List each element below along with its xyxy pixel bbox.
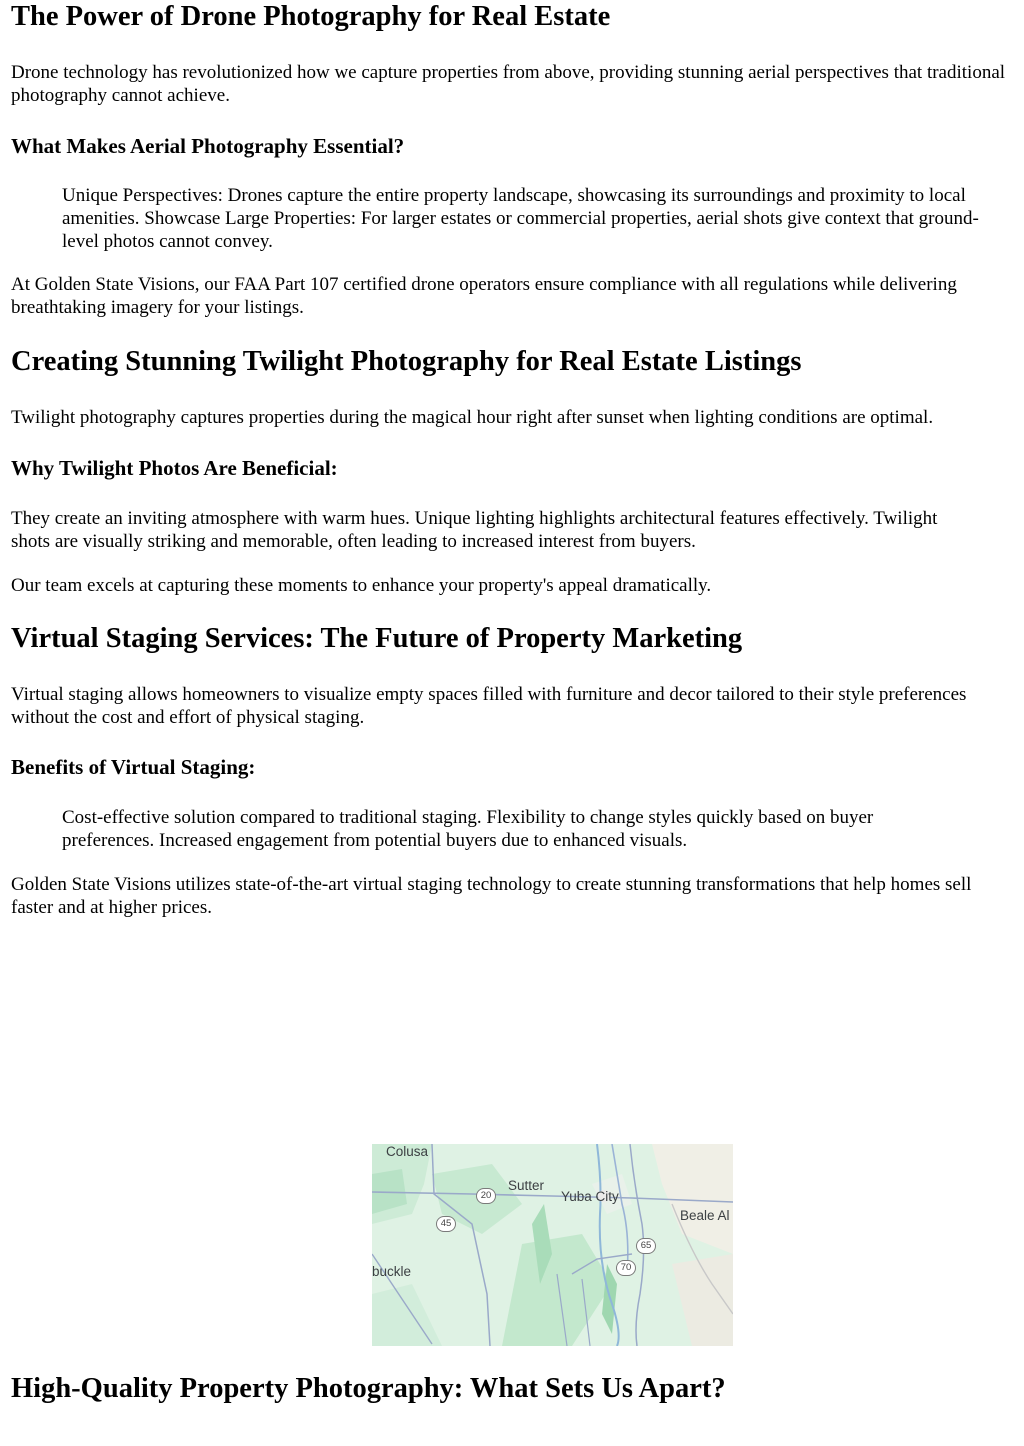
twilight-benefits-paragraph: They create an inviting atmosphere with warm hues. Unique lighting highlights architectural features effectively. Twilight shots are visually striking and memorable, often leading to increased interest from buyers. [11,508,938,552]
photography-section-heading: High-Quality Property Photography: What Sets Us Apart? [11,1373,726,1404]
staging-benefits-quote: Cost-effective solution compared to traditional staging. Flexibility to change styles quickly based on buyer preferences. Increased engagement from potential buyers due to enhanced visuals. [62,807,874,851]
route-20-shield: 20 [476,1188,496,1204]
map-label-colusa: Colusa [386,1144,429,1159]
map-label-sutter: Sutter [508,1178,545,1193]
route-65-shield: 65 [636,1238,656,1254]
map-label-beale: Beale Al [680,1208,730,1223]
map-background [372,1144,733,1346]
embedded-map[interactable] [372,1144,733,1346]
route-70-shield: 70 [616,1260,636,1276]
aerial-essential-subheading: What Makes Aerial Photography Essential? [11,134,405,158]
twilight-benefits-subheading: Why Twilight Photos Are Beneficial: [11,456,338,480]
twilight-intro-paragraph: Twilight photography captures properties during the magical hour right after sunset when lighting conditions are optimal. [11,407,934,428]
twilight-closing-paragraph: Our team excels at capturing these moments to enhance your property's appeal dramatically. [11,575,712,596]
twilight-section-heading: Creating Stunning Twilight Photography for Real Estate Listings [11,346,802,377]
aerial-benefits-quote: Unique Perspectives: Drones capture the entire property landscape, showcasing its surroundings and proximity to local amenities. Showcase Large Properties: For larger estates or commercial properties, aerial shots give context that ground-level photos cannot convey. [62,185,979,252]
drone-intro-paragraph: Drone technology has revolutionized how we capture properties from above, providing stunning aerial perspectives that traditional photography cannot achieve. [11,62,1006,106]
drone-closing-paragraph: At Golden State Visions, our FAA Part 107 certified drone operators ensure compliance with all regulations while delivering breathtaking imagery for your listings. [11,274,957,318]
drone-section-heading: The Power of Drone Photography for Real Estate [11,1,611,32]
staging-intro-paragraph: Virtual staging allows homeowners to visualize empty spaces filled with furniture and decor tailored to their style preferences without the cost and effort of physical staging. [11,684,967,728]
staging-benefits-subheading: Benefits of Virtual Staging: [11,755,256,779]
staging-section-heading: Virtual Staging Services: The Future of Property Marketing [11,623,743,654]
map-label-yuba-city: Yuba City [561,1189,619,1204]
staging-closing-paragraph: Golden State Visions utilizes state-of-the-art virtual staging technology to create stunning transformations that help homes sell faster and at higher prices. [11,874,972,918]
route-45-shield: 45 [436,1216,456,1232]
map-label-buckle: buckle [372,1264,412,1279]
